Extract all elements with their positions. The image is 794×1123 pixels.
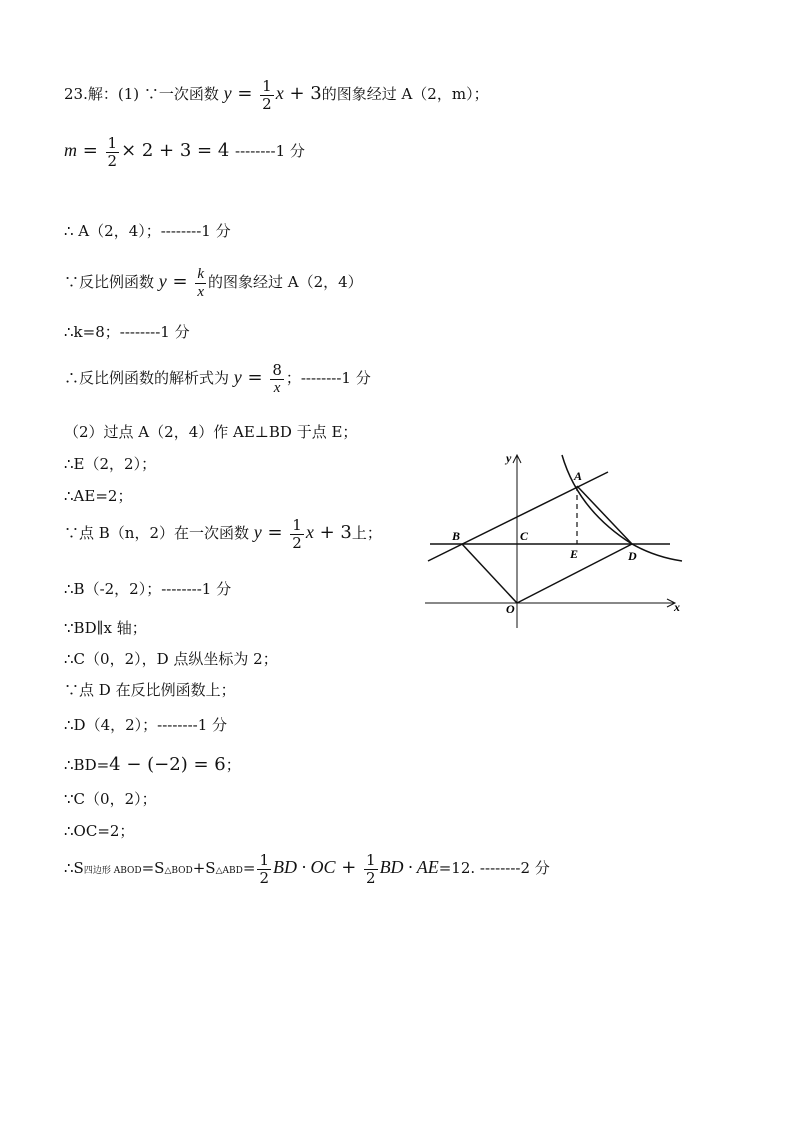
fraction-den: 2 xyxy=(292,533,302,552)
solution-line-11: ∴B（-2，2）；--------1 分 xyxy=(64,580,232,598)
solution-line-15: ∴D（4，2）；--------1 分 xyxy=(64,716,228,734)
geometry-diagram xyxy=(420,450,690,640)
segment-bo xyxy=(462,544,517,603)
text: 上； xyxy=(351,524,382,542)
subscript: 四边形 ABOD xyxy=(83,866,142,876)
fraction-num: 1 xyxy=(366,851,376,869)
math-m: m xyxy=(64,140,77,160)
solution-line-8: ∴E（2，2）； xyxy=(64,455,157,473)
math-expr: 4 − (−2) = 6 xyxy=(109,754,226,775)
fraction xyxy=(106,135,120,169)
solution-line-10 xyxy=(64,517,382,551)
solution-line-1 xyxy=(64,78,489,112)
math-x: x xyxy=(275,83,284,103)
text: ∵点 B（n，2）在一次函数 xyxy=(64,524,254,542)
solution-line-18: ∴OC=2； xyxy=(64,822,135,840)
fraction-num: k xyxy=(197,266,204,282)
solution-line-7: （2）过点 A（2，4）作 AE⊥BD 于点 E； xyxy=(64,423,358,441)
math-term: BD · OC xyxy=(272,857,336,877)
solution-line-12: ∵BD∥x 轴； xyxy=(64,619,147,637)
math-plus-3: + 3 xyxy=(283,83,322,104)
text: ∴S xyxy=(64,859,84,877)
text: = xyxy=(242,859,256,877)
solution-line-16 xyxy=(64,754,241,776)
math-y: y xyxy=(233,367,242,387)
fraction-num: 1 xyxy=(259,851,269,869)
label-a: A xyxy=(574,469,583,483)
text: --------1 分 xyxy=(235,142,305,160)
fraction-num: 1 xyxy=(262,77,272,95)
math-x: x xyxy=(305,522,314,542)
text: 的图象经过 A（2，4） xyxy=(207,273,363,291)
solution-line-17: ∵C（0，2）； xyxy=(64,790,157,808)
solution-line-3: ∴ A（2，4）；--------1 分 xyxy=(64,222,231,240)
fraction-den: x xyxy=(197,283,204,300)
math-expr: × 2 + 3 = 4 xyxy=(121,140,236,161)
solution-line-4 xyxy=(64,266,363,300)
solution-line-2 xyxy=(64,135,305,169)
fraction-den: 2 xyxy=(107,151,118,170)
text: ； xyxy=(225,756,241,774)
text: +S xyxy=(192,859,216,877)
math-plus-3: + 3 xyxy=(313,522,352,543)
fraction xyxy=(257,852,271,886)
fraction xyxy=(290,517,304,551)
math-eq: = xyxy=(166,271,194,292)
fraction xyxy=(195,266,206,300)
text: ∴BD= xyxy=(64,756,110,774)
text: 的图象经过 A（2，m）； xyxy=(321,85,489,103)
fraction xyxy=(270,362,284,396)
solution-line-6 xyxy=(64,362,371,396)
math-eq: = xyxy=(241,367,269,388)
solution-line-9: ∴AE=2； xyxy=(64,487,133,505)
fraction-num: 1 xyxy=(292,516,302,534)
label-y: y xyxy=(506,451,512,465)
fraction xyxy=(364,852,378,886)
fraction xyxy=(260,78,274,112)
fraction-den: 2 xyxy=(262,94,272,113)
fraction-den: x xyxy=(273,379,281,396)
text: ∵反比例函数 xyxy=(64,273,159,291)
label-d: D xyxy=(628,549,637,563)
label-c: C xyxy=(520,529,529,543)
math-eq: = xyxy=(231,83,259,104)
label-x: x xyxy=(674,600,680,614)
segment-ad xyxy=(577,486,632,544)
math-plus: + xyxy=(335,857,363,878)
math-eq: = xyxy=(77,140,104,161)
solution-line-5: ∴k=8；--------1 分 xyxy=(64,323,190,341)
label-b: B xyxy=(452,529,461,543)
solution-line-19 xyxy=(64,852,550,886)
text: =12. --------2 分 xyxy=(438,859,550,877)
math-y: y xyxy=(158,271,167,291)
subscript: △ABD xyxy=(215,866,243,876)
math-term: BD · AE xyxy=(379,857,439,877)
text: ；--------1 分 xyxy=(285,369,371,387)
subscript: △BOD xyxy=(164,866,193,876)
text: =S xyxy=(141,859,165,877)
math-eq: = xyxy=(261,522,289,543)
label-e: E xyxy=(570,547,579,561)
label-o: O xyxy=(506,602,515,616)
fraction-num: 1 xyxy=(107,134,118,152)
solution-line-13: ∴C（0，2），D 点纵坐标为 2； xyxy=(64,650,278,668)
math-y: y xyxy=(253,522,262,542)
fraction-num: 8 xyxy=(272,361,282,379)
text: ∴反比例函数的解析式为 xyxy=(64,369,234,387)
fraction-den: 2 xyxy=(259,868,269,887)
math-y: y xyxy=(223,83,232,103)
linear-function-line xyxy=(428,472,608,561)
text: 23.解：(1) ∵一次函数 xyxy=(64,85,224,103)
fraction-den: 2 xyxy=(366,868,376,887)
solution-line-14: ∵点 D 在反比例函数上； xyxy=(64,681,236,699)
